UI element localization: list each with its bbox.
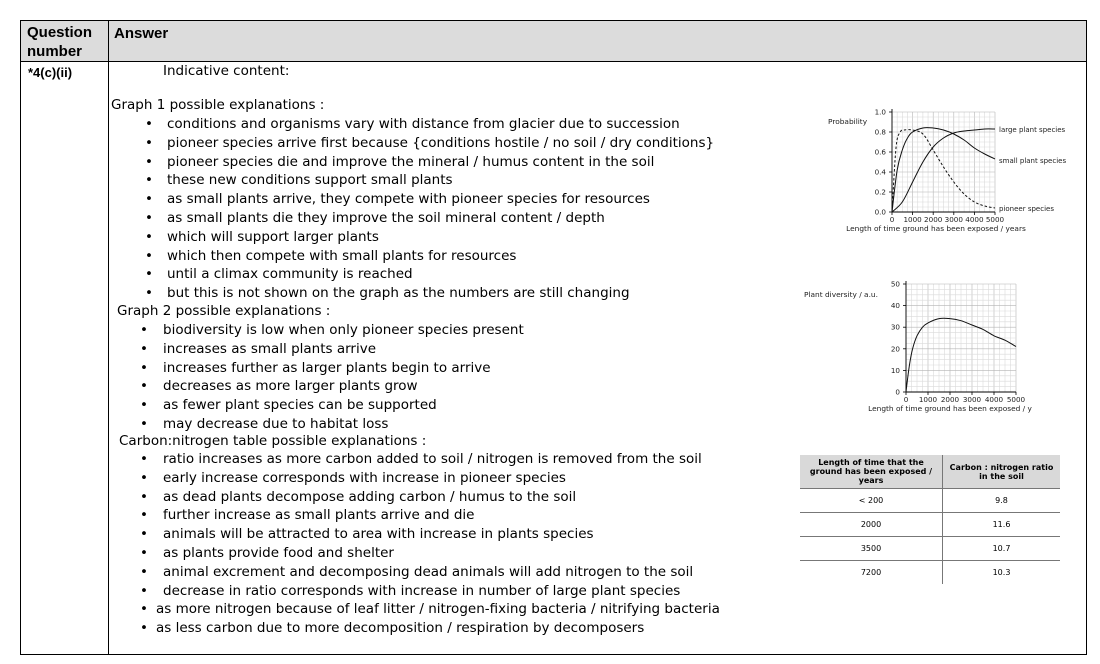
- bullet-icon: •: [140, 582, 148, 599]
- bullet-icon: •: [145, 134, 153, 151]
- graph-1-probability: [800, 105, 1080, 240]
- bullet-text: these new conditions support small plants: [167, 172, 453, 189]
- bullet-text: as small plants die they improve the soil mineral content / depth: [167, 210, 605, 226]
- indicative-content-label: Indicative content:: [163, 63, 290, 79]
- table-header: [21, 21, 1086, 62]
- y-tick-label: 1.0: [874, 107, 886, 117]
- bullet-text: animals will be attracted to area with increase in plants species: [163, 526, 594, 543]
- y-tick-label: 0.2: [874, 187, 886, 197]
- table-row: [800, 513, 1060, 537]
- y-tick-label: 0.0: [874, 207, 886, 217]
- y-tick-label: 20: [890, 344, 900, 354]
- bullet-text: as fewer plant species can be supported: [163, 397, 437, 414]
- x-tick-label: 5000: [985, 215, 1005, 224]
- number-header-label: number: [27, 43, 83, 60]
- x-tick-label: 1000: [903, 215, 922, 224]
- bullet-icon: •: [140, 322, 148, 338]
- col-header-ratio: Carbon : nitrogen ratio in the soil: [943, 455, 1061, 489]
- ratio-cell: 9.8: [943, 489, 1061, 513]
- bullet-text: as plants provide food and shelter: [163, 545, 394, 561]
- time-cell: 2000: [800, 513, 943, 537]
- time-cell: 3500: [800, 537, 943, 561]
- y-tick-label: 0: [895, 387, 900, 397]
- table-row: [800, 537, 1060, 561]
- x-axis-label: Length of time ground has been exposed / y: [868, 404, 1032, 413]
- section-title: Graph 2 possible explanations :: [117, 303, 331, 319]
- bullet-icon: •: [140, 340, 148, 357]
- y-tick-label: 40: [890, 301, 900, 311]
- bullet-text: which then compete with small plants for resources: [167, 247, 517, 264]
- bullet-icon: •: [145, 172, 153, 189]
- bullet-text: early increase corresponds with increase in pioneer species: [163, 469, 566, 486]
- section-title: Carbon:nitrogen table possible explanations :: [119, 433, 427, 449]
- bullet-icon: •: [140, 563, 148, 580]
- bullet-text: ratio increases as more carbon added to soil / nitrogen is removed from the soil: [163, 451, 702, 467]
- bullet-text: as less carbon due to more decomposition / respiration by decomposers: [156, 620, 645, 637]
- series-label: large plant species: [999, 126, 1066, 134]
- bullet-icon: •: [145, 228, 153, 245]
- bullet-text: pioneer species arrive first because {conditions hostile / no soil / dry conditions}: [167, 134, 715, 151]
- bullet-icon: •: [145, 210, 153, 226]
- bullet-icon: •: [145, 191, 153, 208]
- bullet-icon: •: [140, 620, 148, 637]
- bullet-icon: •: [140, 397, 148, 414]
- bullet-icon: •: [140, 601, 148, 618]
- table-row: [800, 561, 1060, 585]
- graph-2-plant-diversity: [800, 278, 1070, 423]
- x-tick-label: 2000: [924, 215, 943, 224]
- bullet-text: as dead plants decompose adding carbon / humus to the soil: [163, 488, 577, 505]
- time-cell: < 200: [800, 489, 943, 513]
- carbon-nitrogen-table: [800, 455, 1060, 584]
- bullet-icon: •: [140, 526, 148, 543]
- bullet-icon: •: [140, 469, 148, 486]
- x-tick-label: 4000: [965, 215, 984, 224]
- x-tick-label: 0: [903, 395, 909, 404]
- y-tick-label: 30: [890, 322, 900, 332]
- x-axis-label: Length of time ground has been exposed / years: [846, 224, 1026, 233]
- y-tick-label: 0.8: [874, 127, 886, 137]
- ratio-cell: 10.7: [943, 537, 1061, 561]
- bullet-icon: •: [145, 116, 153, 132]
- column-divider: [108, 21, 109, 654]
- bullet-icon: •: [140, 378, 148, 395]
- bullet-text: which will support larger plants: [167, 228, 379, 245]
- bullet-text: conditions and organisms vary with distance from glacier due to succession: [167, 116, 680, 132]
- bullet-text: animal excrement and decomposing dead animals will add nitrogen to the soil: [163, 563, 694, 580]
- y-tick-label: 0.6: [874, 147, 886, 157]
- bullet-icon: •: [140, 488, 148, 505]
- answer-header: Answer: [114, 25, 169, 42]
- x-tick-label: 1000: [918, 395, 938, 404]
- x-tick-label: 4000: [984, 395, 1004, 404]
- bullet-text: decrease in ratio corresponds with increase in number of large plant species: [163, 582, 681, 599]
- x-tick-label: 3000: [962, 395, 982, 404]
- bullet-icon: •: [145, 285, 153, 302]
- series-label: pioneer species: [999, 205, 1054, 213]
- col-header-time: Length of time that the ground has been exposed / years: [800, 455, 943, 489]
- question-header-label: Question: [27, 24, 93, 41]
- series-label: small plant species: [999, 157, 1067, 165]
- bullet-text: further increase as small plants arrive and die: [163, 507, 475, 524]
- bullet-text: decreases as more larger plants grow: [163, 378, 418, 395]
- bullet-icon: •: [140, 507, 148, 524]
- bullet-icon: •: [145, 153, 153, 170]
- bullet-icon: •: [145, 266, 153, 283]
- y-tick-label: 0.4: [874, 167, 886, 177]
- table-header-row: [800, 455, 1060, 489]
- time-cell: 7200: [800, 561, 943, 585]
- bullet-text: but this is not shown on the graph as the numbers are still changing: [167, 285, 630, 302]
- bullet-text: as small plants arrive, they compete with pioneer species for resources: [167, 191, 650, 208]
- y-tick-label: 50: [890, 279, 900, 289]
- bullet-icon: •: [140, 359, 148, 376]
- bullet-icon: •: [140, 416, 148, 432]
- bullet-text: biodiversity is low when only pioneer species present: [163, 322, 524, 338]
- ratio-cell: 10.3: [943, 561, 1061, 585]
- x-tick-label: 5000: [1006, 395, 1026, 404]
- x-tick-label: 3000: [944, 215, 963, 224]
- x-tick-label: 0: [889, 215, 895, 224]
- y-axis-label: Probability: [828, 117, 868, 126]
- bullet-text: until a climax community is reached: [167, 266, 413, 283]
- ratio-cell: 11.6: [943, 513, 1061, 537]
- bullet-icon: •: [145, 247, 153, 264]
- question-number-header: [27, 23, 92, 61]
- table-row: [800, 489, 1060, 513]
- bullet-text: may decrease due to habitat loss: [163, 416, 389, 432]
- x-tick-label: 2000: [940, 395, 960, 404]
- bullet-text: pioneer species die and improve the mineral / humus content in the soil: [167, 153, 655, 170]
- y-axis-label: Plant diversity / a.u.: [804, 290, 878, 299]
- bullet-text: increases as small plants arrive: [163, 340, 377, 357]
- section-title: Graph 1 possible explanations :: [111, 97, 325, 113]
- question-number: *4(c)(ii): [28, 65, 73, 80]
- bullet-icon: •: [140, 545, 148, 561]
- bullet-text: increases further as larger plants begin to arrive: [163, 359, 491, 376]
- bullet-text: as more nitrogen because of leaf litter / nitrogen-fixing bacteria / nitrifying bacteria: [156, 601, 720, 618]
- y-tick-label: 10: [890, 365, 900, 375]
- bullet-icon: •: [140, 451, 148, 467]
